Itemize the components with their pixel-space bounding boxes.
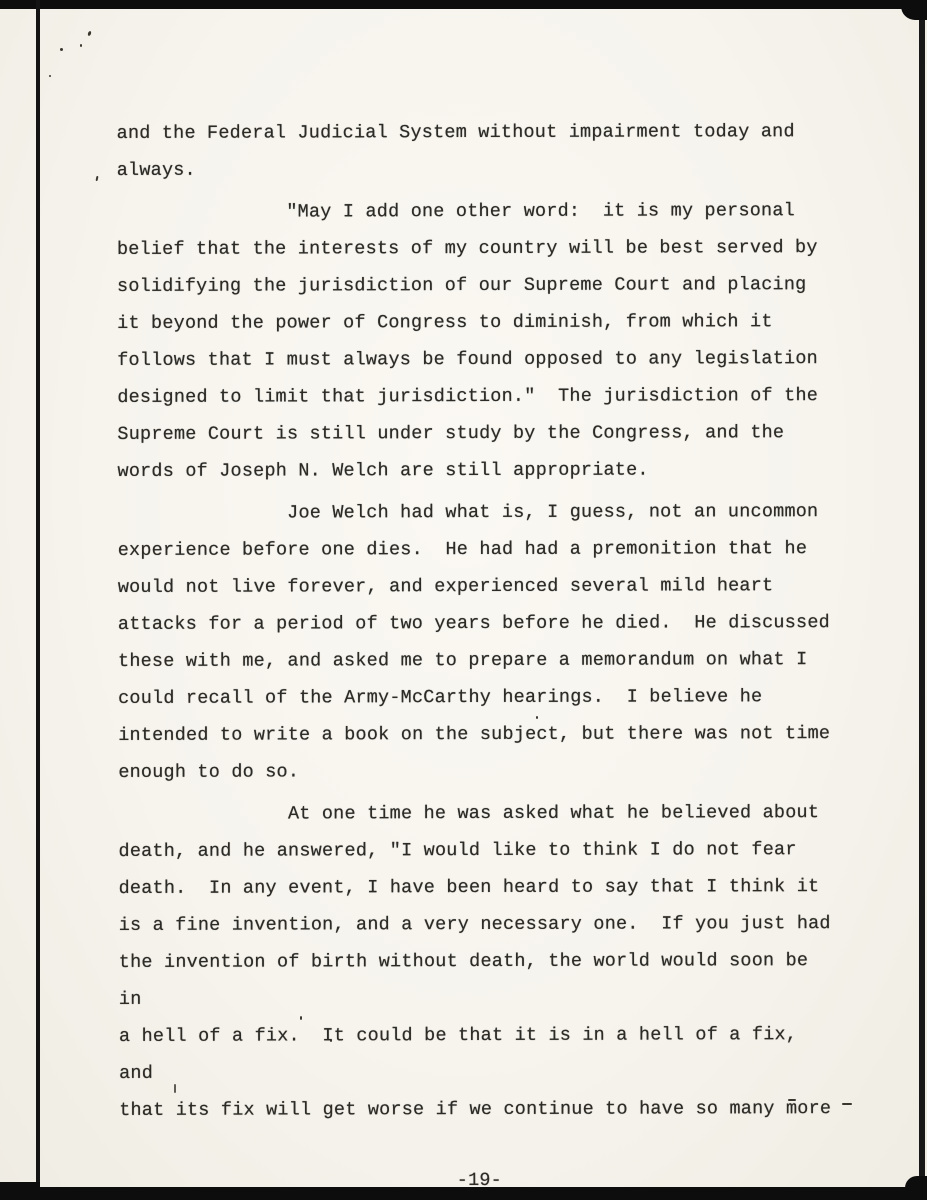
scan-edge-top bbox=[0, 0, 927, 9]
scan-artifact bbox=[96, 176, 99, 181]
scan-artifact bbox=[80, 44, 82, 47]
scan-artifact bbox=[49, 75, 51, 77]
scan-artifact bbox=[60, 48, 63, 51]
scan-edge-left bbox=[36, 0, 40, 1200]
scan-corner-bottom-left bbox=[0, 1182, 40, 1200]
paragraph-about-death: At one time he was asked what he believed about death, and he answered, "I would like to think I do not fear death. In any event, I have been heard to say that I think it is a fine invention, and a very necessary one. If you just had the invention of birth without death, the world would soon be in a hell of a fix. It could be that it is in a hell of a fix, and that its fix will get worse if we continue to have so many more bbox=[118, 802, 832, 1121]
scan-artifact bbox=[87, 31, 92, 37]
page-text-block bbox=[117, 113, 840, 1200]
paragraph-continuation: and the Federal Judicial System without impairment today and always. bbox=[116, 121, 795, 181]
scan-corner-top-right bbox=[901, 0, 927, 20]
scan-corner-bottom-right bbox=[905, 1176, 927, 1200]
page-number: -19- bbox=[456, 1169, 503, 1192]
paragraph-welch-quote: "May I add one other word: it is my personal belief that the interests of my country will be best served by solidifying the jurisdiction of our Supreme Court and placing it beyond the power of Congress to diminish, from which it follows that I must always be found opposed to any legislation designed to limit that jurisdiction." The jurisdiction of the Supreme Court is still under study by the Congress, and the words of Joseph N. Welch are still appropriate. bbox=[116, 200, 819, 482]
scan-artifact bbox=[842, 1103, 852, 1105]
paragraph-joe-welch: Joe Welch had what is, I guess, not an uncommon experience before one dies. He had had a premonition that he would not live forever, and experienced several mild heart attacks for a period of two years before he died. He discussed these with me, and asked me to prepare a memorandum on what I could recall of the Army-McCarthy hearings. I believe he intended to write a book on the subject, but there was not time enough to do so. bbox=[117, 501, 831, 783]
scan-edge-right bbox=[919, 0, 925, 1200]
